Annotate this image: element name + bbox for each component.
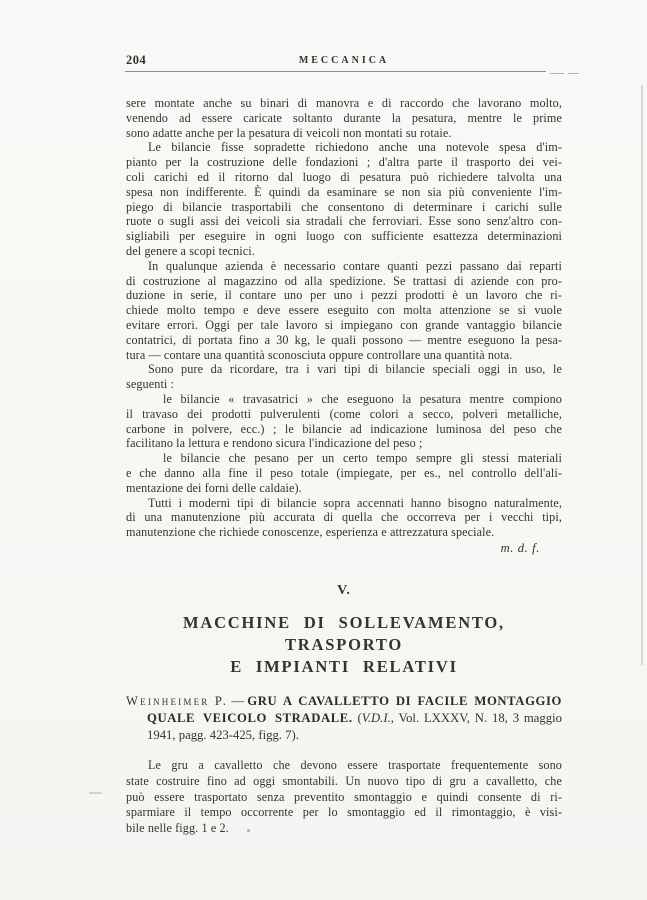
scan-smudge-artifact <box>89 792 102 794</box>
text-line: duzione in serie, il contare uno per uno i pezzi prodotti è un lavoro che ri- <box>126 288 562 303</box>
paragraph <box>126 496 562 540</box>
text-line: coli carichi ed il ritorno dal luogo di pesatura può richiedere talvolta una <box>126 169 562 184</box>
reference-line <box>126 693 562 710</box>
page-header <box>126 53 562 69</box>
reference-citation: ( <box>352 710 362 725</box>
paragraph <box>126 392 562 451</box>
text-line: può essere trasportato senza preventito smontaggio e quindi consente di ri- <box>126 789 562 804</box>
text-line: Le gru a cavalletto che devono essere trasportate frequentemente sono <box>148 757 562 772</box>
section-title-line2: E IMPIANTI RELATIVI <box>230 656 458 676</box>
reference-citation: 1941, pagg. 423-425, figg. 7). <box>147 727 299 742</box>
page-edge-shadow <box>641 85 643 665</box>
reference-citation: , Vol. LXXXV, N. 18, 3 maggio <box>390 710 562 725</box>
paragraph <box>126 451 562 495</box>
text-line: sere montate anche su binari di manovra e di raccordo che lavorano molto, <box>126 96 562 110</box>
text-line: Sono pure da ricordare, tra i vari tipi di bilancie speciali oggi in uso, le <box>148 362 562 377</box>
text-line: Le bilancie fisse sopradette richiedono anche una notevole spesa d'im- <box>148 140 562 155</box>
text-line: contatrici, di portata fino a 30 kg, le quali possono — mentre eseguono la pesa- <box>126 332 562 347</box>
paragraph <box>126 259 562 363</box>
header-rule-dash <box>550 73 564 74</box>
reference-author: Weinheimer P. <box>126 693 229 708</box>
text-line: bile nelle figg. 1 e 2. <box>126 821 229 836</box>
reviewer-initials: m. d. f. <box>500 540 540 555</box>
journal-name: V.D.I. <box>361 710 391 725</box>
paragraph <box>126 140 562 258</box>
paragraph <box>126 758 562 837</box>
section-title <box>126 612 562 678</box>
section-title-line1: MACCHINE DI SOLLEVAMENTO, TRASPORTO <box>183 612 505 654</box>
text-line: e che danno alla fine il peso totale (impiegate, per es., nel controllo dell'ali- <box>126 465 562 480</box>
paragraph <box>126 96 562 140</box>
text-line: ruote o sugli assi dei veicoli sia stradali che ferroviari. Esse sono senz'altro con- <box>126 214 562 229</box>
reference-title: QUALE VEICOLO STRADALE. <box>147 710 353 725</box>
text-line: carbone in polvere, ecc.) ; le bilancie ad indicazione luminosa del peso che <box>126 421 562 436</box>
text-line: Tutti i moderni tipi di bilancie sopra accennati hanno bisogno naturalmente, <box>148 495 562 510</box>
text-line: mentazione dei forni delle caldaie). <box>126 480 302 495</box>
running-title: MECCANICA <box>298 55 390 66</box>
bibliographic-reference <box>126 693 562 744</box>
text-line: facilitano la lettura e rendono sicura l'indicazione del peso ; <box>126 436 423 451</box>
text-line: sono adatte anche per la pesatura di veicoli non montati su rotaie. <box>126 125 452 140</box>
text-line: il travaso dei prodotti pulverulenti (come colori a secco, polveri metalliche, <box>126 406 562 421</box>
reference-line <box>126 710 562 727</box>
article-text <box>126 758 562 837</box>
paragraph <box>126 362 562 392</box>
header-rule <box>125 71 546 72</box>
section-number: V. <box>337 582 351 598</box>
reference-title: GRU A CAVALLETTO DI FACILE MONTAGGIO <box>247 693 563 708</box>
text-line: spesa non indifferente. È quindi da esaminare se non sia più conveniente l'im- <box>126 184 562 199</box>
text-line: seguenti : <box>126 377 175 392</box>
text-column <box>126 96 562 837</box>
text-line: In qualunque azienda è necessario contare quanti pezzi passano dai reparti <box>148 258 562 273</box>
body-text <box>126 96 562 540</box>
text-line: evitare errori. Oggi per tale lavoro si impiegano con grande vantaggio bilancie <box>126 317 562 332</box>
text-line: le bilancie che pesano per un certo tempo sempre gli stessi materiali <box>163 451 562 466</box>
header-rule-dash <box>568 73 579 74</box>
reference-line <box>126 727 562 744</box>
text-line: piego di bilancie trasportabili che consentono di determinare i carichi sulle <box>126 199 562 214</box>
text-line: tura — contare una quantità sconosciuta oppure controllare una quantità nota. <box>126 347 513 362</box>
text-line: venendo ad essere caricate soltanto durante la pesatura, mentre le prime <box>126 110 562 125</box>
text-line: pianto per la costruzione delle fondazioni ; d'altra parte il trasporto dei vei- <box>126 155 562 170</box>
text-line: manutenzione che richiede conoscenze, esperienza e attrezzatura speciale. <box>126 525 495 540</box>
text-line: del genere a scopi tecnici. <box>126 243 255 258</box>
text-line: di costruzione al magazzino od alla spedizione. Se trattasi di aziende con pro- <box>126 273 562 288</box>
page-number: 204 <box>126 53 147 67</box>
text-line: sparmiare il tempo occorrente per lo smontaggio ed il rimontaggio, è visi- <box>126 805 562 820</box>
text-line: state costruire fino ad oggi smontabili. Un nuovo tipo di gru a cavalletto, che <box>126 773 562 788</box>
text-line: chiede molto tempo e deve essere eseguito con molta attenzione se si vuole <box>126 303 562 318</box>
scan-spot-artifact <box>247 829 250 832</box>
text-line: le bilancie « travasatrici » che eseguono la pesatura mentre compiono <box>163 391 562 406</box>
text-line: sigliabili per eseguire in ogni luogo con sufficiente esattezza determinazioni <box>126 229 562 244</box>
reference-dash: — <box>228 693 248 708</box>
text-line: di una manutenzione più accurata di quella che occorreva per i vecchi tipi, <box>126 510 562 525</box>
